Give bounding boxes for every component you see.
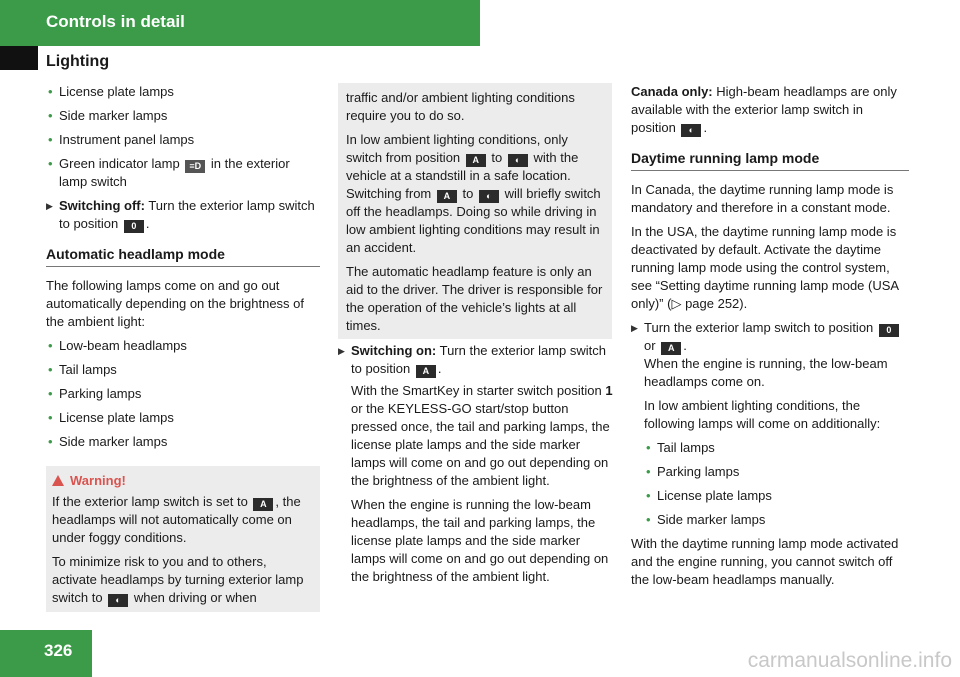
instruction-step: ▶ Turn the exterior lamp switch to position 0 or A . When the engine is running, the low-beam headlamps come on. In low ambient lighting conditions, the following lamps will come on additionally:: [631, 319, 909, 433]
position-a-icon: A: [437, 190, 457, 203]
position-0-icon: 0: [124, 220, 144, 233]
column-2-body: [338, 342, 614, 592]
position-a-icon: A: [416, 365, 436, 378]
position-a-icon: A: [466, 154, 486, 167]
final-paragraph: With the daytime running lamp mode activated and the engine running, you cannot switch off the low-beam headlamps manually.: [631, 536, 899, 587]
engine-running-text: When the engine is running, the low-beam headlamps come on.: [644, 356, 888, 389]
box-paragraph: In low ambient lighting conditions, only switch from position A to ◐ with the vehicle at a standstill in a safe location. Switching from A to ◐ will briefly switch off the headlamps. Doing so while driving in low ambient lighting conditions may result in an accident.: [346, 132, 601, 255]
section-marker: [0, 46, 38, 70]
smartkey-text: With the SmartKey in starter switch position 1 or the KEYLESS-GO start/stop button pressed once, the tail and parking lamps, the license plate lamps and the side marker lamps will come on and go out depending on the brightness of the ambient light.: [351, 383, 613, 488]
watermark: carmanualsonline.info: [747, 649, 952, 672]
list-item: • Tail lamps: [644, 439, 909, 457]
low-beam-icon: ◐: [681, 124, 701, 137]
green-lamp-text-b: in the exterior lamp switch: [59, 156, 290, 189]
low-beam-icon: ◐: [479, 190, 499, 203]
warning-paragraph: To minimize risk to you and to others, activate headlamps by turning exterior lamp switch to ◐ when driving or when: [52, 554, 304, 605]
drl-heading: Daytime running lamp mode: [631, 149, 909, 171]
page-reference-link[interactable]: ▷ page 252: [671, 296, 740, 311]
position-0-icon: 0: [879, 324, 899, 337]
drl-paragraph: In Canada, the daytime running lamp mode is mandatory and therefore in a constant mode.: [631, 182, 894, 215]
section-title: Lighting: [46, 53, 110, 70]
auto-intro: The following lamps come on and go out automatically depending on the brightness of the ambient light:: [46, 278, 305, 329]
canada-note: Canada only: High-beam headlamps are only available with the exterior lamp switch in position ◐ .: [631, 84, 897, 135]
list-item: • Side marker lamps: [644, 511, 909, 529]
position-a-icon: A: [661, 342, 681, 355]
warning-box: [46, 466, 320, 612]
switch-on-label: Switching on:: [351, 343, 437, 358]
engine-text: When the engine is running the low-beam headlamps, the tail and parking lamps, the license plate lamps and the side marker lamps will come on and go out depending on the brightness of the ambient light.: [351, 497, 609, 584]
chapter-title: Controls in detail: [46, 12, 185, 31]
list-item: • License plate lamps: [644, 487, 909, 505]
list-item: • License plate lamps: [46, 409, 320, 427]
list-item: [46, 155, 320, 191]
switch-off-label: Switching off:: [59, 198, 145, 213]
drl-paragraph: In the USA, the daytime running lamp mode is deactivated by default. Activate the daytime running lamp mode using the control system, see “Setting daytime running lamp mode (USA only)” (▷ page 252).: [631, 224, 899, 311]
list-item: • Side marker lamps: [46, 433, 320, 451]
low-beam-icon: ◐: [508, 154, 528, 167]
page-number-box: [0, 630, 92, 677]
instruction-step: ▶ Switching on: Turn the exterior lamp switch to position A . With the SmartKey in starter switch position 1 or the KEYLESS-GO start/stop button pressed once, the tail and parking lamps, the license plate lamps and the side marker lamps will come on and go out depending on the brightness of the ambient light. When the engine is running the low-beam headlamps, the tail and parking lamps, the license plate lamps and the side marker lamps will come on and go out depending on the brightness of the ambient light.: [338, 342, 614, 586]
box-paragraph: The automatic headlamp feature is only an aid to the driver. The driver is responsible for the operation of the vehicle’s lights at all times.: [346, 264, 603, 333]
warning-paragraph: If the exterior lamp switch is set to A , the headlamps will not automatically come on under foggy conditions.: [52, 494, 301, 545]
list-item: • Instrument panel lamps: [46, 131, 320, 149]
green-lamp-icon: ≡D: [185, 160, 205, 173]
column-1: [46, 83, 320, 457]
box-paragraph: traffic and/or ambient lighting conditions require you to do so.: [346, 90, 575, 123]
warning-title: Warning!: [52, 472, 314, 490]
list-item: • Low-beam headlamps: [46, 337, 320, 355]
low-beam-icon: ◐: [108, 594, 128, 607]
list-item: • Side marker lamps: [46, 107, 320, 125]
warning-continued-box: [338, 83, 612, 339]
green-lamp-text-a: Green indicator lamp: [59, 156, 180, 171]
chapter-header: [0, 0, 480, 46]
list-item: • Parking lamps: [46, 385, 320, 403]
list-item: • Parking lamps: [644, 463, 909, 481]
list-item: • Tail lamps: [46, 361, 320, 379]
auto-heading: Automatic headlamp mode: [46, 245, 320, 267]
warning-icon: [52, 475, 64, 486]
low-ambient-text: In low ambient lighting conditions, the following lamps will come on additionally:: [644, 398, 881, 431]
switch-off-text: Turn the exterior lamp switch to position: [59, 198, 315, 231]
position-a-icon: A: [253, 498, 273, 511]
page-number: 326: [44, 641, 73, 660]
column-3: [631, 83, 909, 595]
list-item: • License plate lamps: [46, 83, 320, 101]
instruction-step: ▶ Switching off: Turn the exterior lamp switch to position 0 .: [46, 197, 320, 233]
